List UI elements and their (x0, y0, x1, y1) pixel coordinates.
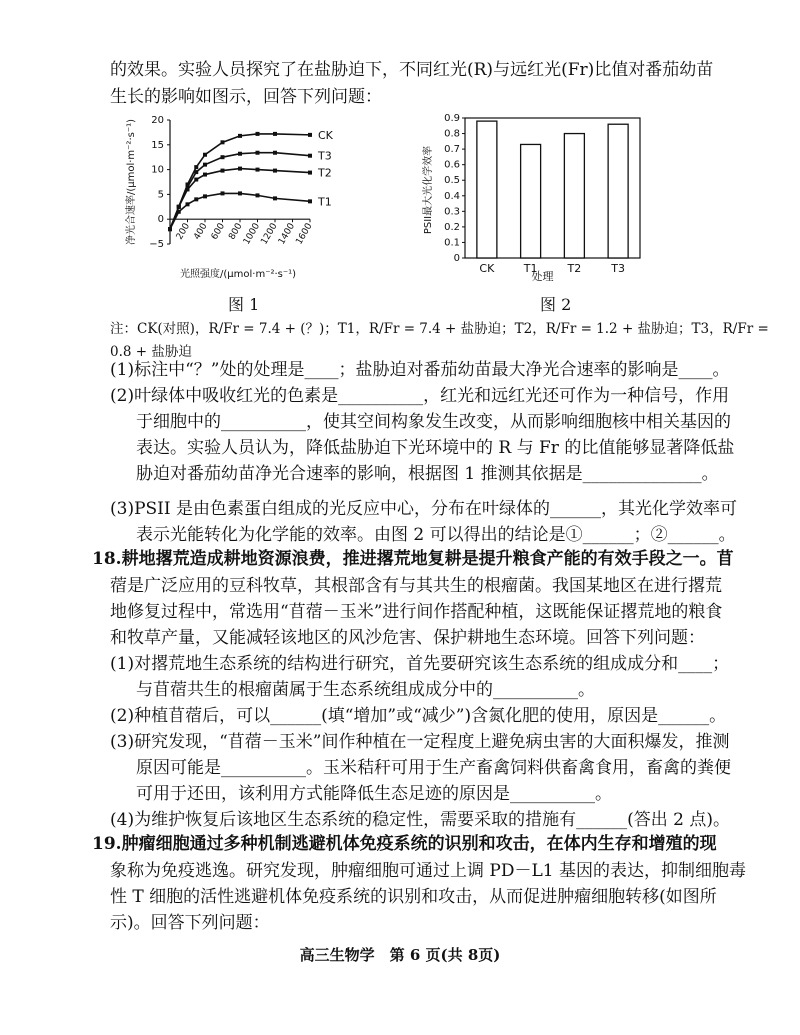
q18-line-5: (1)对撂荒地生态系统的结构进行研究，首先要研究该生态系统的组成成分和____； (110, 654, 730, 674)
y-tick-label: 0.6 (444, 159, 460, 171)
y-tick-label: 10 (151, 164, 164, 176)
data-point-ck (273, 132, 277, 136)
x-tick-label: 400 (192, 221, 210, 242)
figure-1-caption: 图 1 (228, 295, 260, 314)
data-point-t1 (238, 191, 242, 195)
q18-line-3: 地修复过程中，常选用“苜蓿－玉米”进行间作搭配种植，这既能保证撂荒地的粮食 (110, 602, 723, 622)
data-point-t2 (221, 169, 225, 173)
q19-line-3: 性 T 细胞的活性逃避机体免疫系统的识别和攻击，从而促进肿瘤细胞转移(如图所 (110, 887, 717, 907)
data-point-t2 (273, 169, 277, 173)
data-point-t3 (256, 151, 260, 155)
x-tick-label: 1200 (259, 221, 280, 247)
data-point-t1 (256, 193, 260, 197)
q17-line-7: 表示光能转化为化学能的效率。由图 2 可以得出的结论是①______；②______。 (136, 525, 736, 545)
q17-line-5: 胁迫对番茄幼苗净光合速率的影响，根据图 1 推测其依据是______________。 (136, 464, 719, 484)
figure-2-bar-chart (415, 112, 650, 284)
data-point-t1 (273, 196, 277, 200)
data-point-t3 (238, 152, 242, 156)
x-tick-label: T2 (567, 262, 582, 275)
note-line-1: 注：CK(对照)，R/Fr = 7.4 + (？)；T1，R/Fr = 7.4 + 盐胁迫；T2，R/Fr = 1.2 + 盐胁迫；T3，R/Fr = (110, 321, 769, 337)
y-tick-label: 15 (151, 139, 164, 151)
y-tick-label: −5 (149, 239, 164, 250)
y-tick-label: 20 (151, 115, 164, 126)
x-tick-label: 200 (174, 221, 193, 242)
bar-t2 (564, 134, 584, 258)
bar-t1 (521, 144, 541, 258)
data-point-t2 (186, 187, 190, 191)
data-point-t3 (273, 151, 277, 155)
q19-line-1: 19.肿瘤细胞通过多种机制逃避机体免疫系统的识别和攻击，在体内生存和增殖的现 (92, 834, 717, 854)
bar-ck (477, 121, 497, 258)
data-point-t2 (256, 168, 260, 172)
x-tick-label: CK (479, 262, 495, 275)
figure-2-caption: 图 2 (540, 295, 572, 314)
data-point-ck (256, 132, 260, 136)
q18-line-9: 原因可能是__________。玉米秸秆可用于生产畜禽饲料供畜禽食用，畜禽的粪便 (136, 758, 731, 778)
data-point-t3 (203, 163, 207, 167)
note-line-2: 0.8 + 盐胁迫 (110, 344, 192, 360)
data-point-t1 (221, 191, 225, 195)
data-point-ck (203, 153, 207, 157)
q18-line-11: (4)为维护恢复后该地区生态系统的稳定性，需要采取的措施有______(答出 2 点)。 (110, 810, 730, 830)
x-tick-label: 1000 (241, 221, 263, 247)
bar-t3 (608, 124, 628, 258)
y-tick-label: 0 (453, 253, 460, 264)
series-label-ck: CK (318, 128, 333, 142)
q18-line-4: 和牧草产量，又能减轻该地区的风沙危害、保护耕地生态环境。回答下列问题： (110, 628, 705, 648)
data-point-t2 (238, 167, 242, 171)
x-tick-label: T1 (523, 262, 538, 275)
data-point-t2 (203, 173, 207, 177)
y-axis-title: 净光合速率/(μmol·m⁻²·s⁻¹) (126, 118, 137, 246)
q17-line-1: (1)标注中“？”处的处理是____；盐胁迫对番茄幼苗最大净光合速率的影响是____。 (110, 360, 730, 380)
q17-line-2: (2)叶绿体中吸收红光的色素是__________，红光和远红光还可作为一种信号，作用 (110, 386, 730, 406)
x-axis-title: 处理 (531, 270, 554, 283)
data-point-t1 (186, 202, 190, 206)
y-axis-title: PSII最大光化学效率 (423, 145, 434, 235)
x-tick-label: 1400 (276, 221, 298, 247)
data-point-t3 (221, 155, 225, 159)
data-point-t3 (308, 154, 312, 158)
q18-line-6: 与苜蓿共生的根瘤菌属于生态系统组成成分中的__________。 (136, 680, 595, 700)
intro-line-2: 生长的影响如图示，回答下列问题： (110, 87, 382, 107)
y-tick-label: 0.1 (444, 237, 460, 249)
data-point-t1 (203, 194, 207, 198)
q18-line-1: 18.耕地撂荒造成耕地资源浪费，推进撂荒地复耕是提升粮食产能的有效手段之一。苜 (92, 549, 734, 569)
q19-line-4: 示)。回答下列问题： (110, 913, 270, 933)
q19-line-2: 象称为免疫逃逸。研究发现，肿瘤细胞可通过上调 PD－L1 基因的表达，抑制细胞毒 (110, 861, 746, 881)
y-tick-label: 0 (157, 214, 164, 226)
data-point-t3 (194, 170, 198, 174)
y-tick-label: 0.4 (444, 190, 460, 202)
figure-1-line-chart (110, 112, 340, 284)
series-label-t2: T2 (318, 166, 332, 180)
x-tick-label: 1600 (294, 221, 315, 247)
q18-line-2: 蓿是广泛应用的豆科牧草，其根部含有与其共生的根瘤菌。我国某地区在进行撂荒 (110, 576, 722, 596)
data-point-ck (308, 133, 312, 137)
x-tick-label: T3 (611, 262, 625, 275)
data-point-t2 (177, 205, 181, 209)
q18-line-7: (2)种植苜蓿后，可以______(填“增加”或“减少”)含氮化肥的使用，原因是______。 (110, 706, 727, 726)
data-point-ck (238, 134, 242, 138)
q17-line-4: 表达。实验人员认为，降低盐胁迫下光环境中的 R 与 Fr 的比值能够显著降低盐 (136, 438, 735, 458)
data-point-t1 (308, 199, 312, 203)
y-tick-label: 0.9 (444, 113, 460, 124)
intro-line-1: 的效果。实验人员探究了在盐胁迫下，不同红光(R)与远红光(Fr)比值对番茄幼苗 (110, 60, 714, 80)
series-line-t3 (170, 153, 310, 229)
x-tick-label: 800 (227, 221, 245, 242)
y-tick-label: 0.3 (444, 206, 460, 218)
page-footer: 高三生物学 第 6 页(共 8页) (299, 946, 501, 964)
q18-line-10: 可用于还田，该利用方式能降低生态足迹的原因是__________。 (136, 784, 612, 804)
data-point-ck (221, 140, 225, 144)
y-tick-label: 0.8 (444, 128, 460, 140)
data-point-t1 (168, 227, 172, 231)
q17-line-6: (3)PSII 是由色素蛋白组成的光反应中心，分布在叶绿体的______，其光化学效率可 (110, 499, 737, 519)
data-point-ck (194, 165, 198, 169)
y-tick-label: 0.5 (444, 175, 460, 187)
q18-line-8: (3)研究发现，“苜蓿－玉米”间作种植在一定程度上避免病虫害的大面积爆发，推测 (110, 732, 730, 752)
x-tick-label: 600 (209, 221, 228, 242)
data-point-t1 (177, 210, 181, 214)
x-axis-title: 光照强度/(μmol·m⁻²·s⁻¹) (180, 269, 297, 280)
series-label-t3: T3 (318, 149, 332, 163)
y-tick-label: 5 (157, 189, 164, 201)
data-point-t2 (308, 171, 312, 175)
q17-line-3: 于细胞中的__________，使其空间构象发生改变，从而影响细胞核中相关基因的 (136, 412, 731, 432)
y-tick-label: 0.7 (444, 144, 460, 156)
y-tick-label: 0.2 (444, 221, 460, 233)
data-point-t1 (194, 197, 198, 201)
data-point-t2 (194, 178, 198, 182)
series-label-t1: T1 (318, 195, 332, 209)
